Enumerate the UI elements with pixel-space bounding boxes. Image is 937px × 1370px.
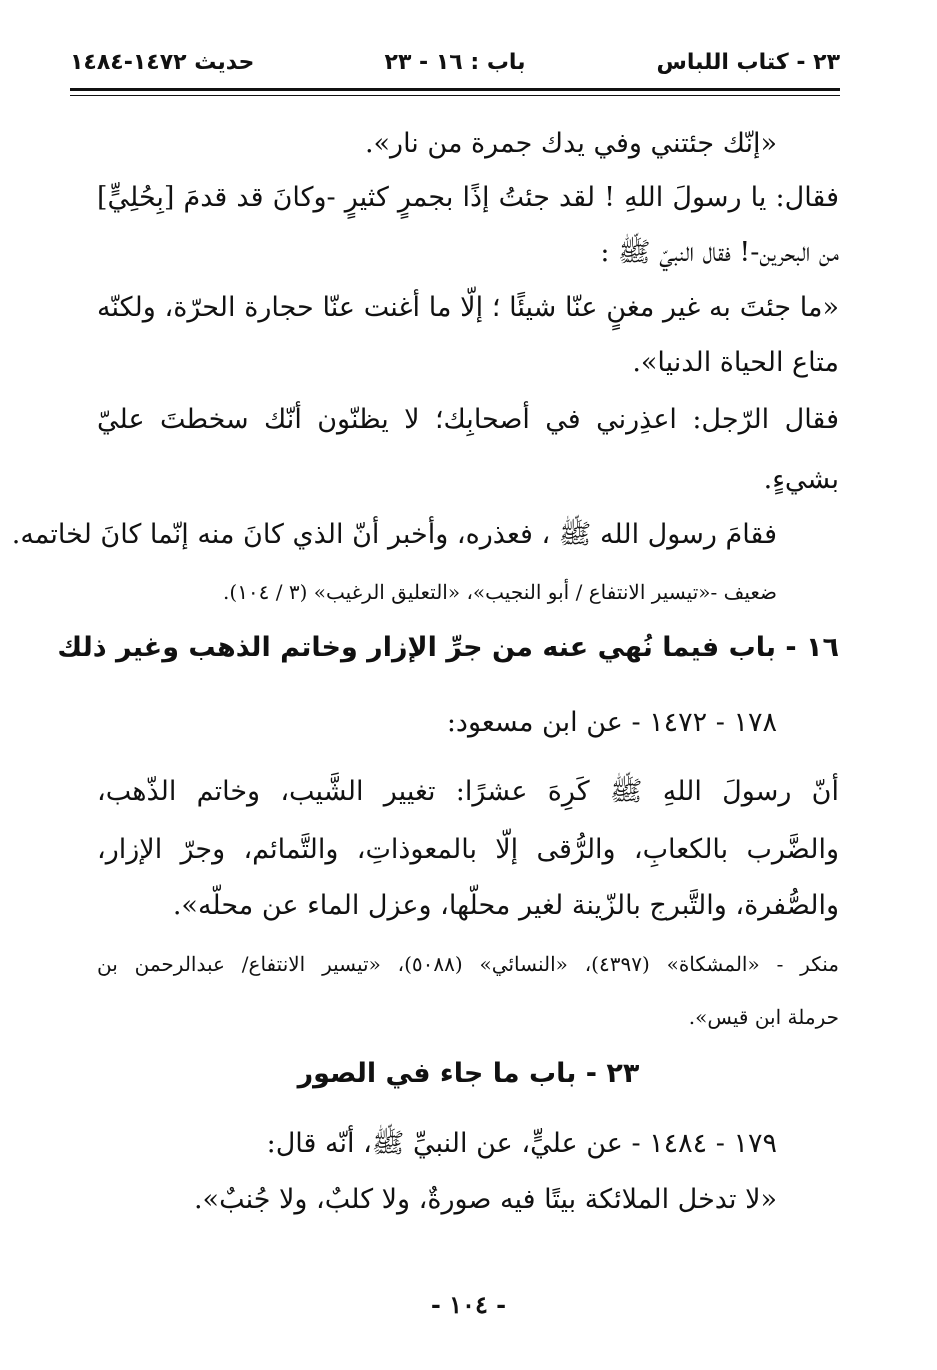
header-hadith-range: حديث ١٤٧٢-١٤٨٤	[70, 50, 255, 75]
hadith-number-line: ١٧٨ - ١٤٧٢ - عن ابن مسعود:	[446, 707, 777, 738]
chapter-heading: ٢٣ - باب ما جاء في الصور	[297, 1058, 640, 1089]
page-number: - ١٠٤ -	[430, 1290, 507, 1319]
text-line: فقامَ رسول الله ﷺ ، فعذره، وأخبر أنّ الذي كانَ منه إنّما كانَ لخاتمه.	[11, 519, 777, 550]
grading-note: منكر - «المشكاة» (٤٣٩٧)، «النسائي» (٥٠٨٨)، «تيسير الانتفاع/ عبدالرحمن بن	[97, 952, 839, 976]
text-line: «لا تدخل الملائكة بيتًا فيه صورةٌ، ولا كلبٌ، ولا جُنبٌ».	[193, 1184, 777, 1215]
running-header	[70, 50, 840, 90]
grading-note: حرملة ابن قيس».	[688, 1005, 839, 1029]
hadith-number-line: ١٧٩ - ١٤٨٤ - عن عليٍّ، عن النبيِّ ﷺ، أنّه قال:	[266, 1128, 777, 1159]
header-chapter: باب : ١٦ - ٢٣	[384, 50, 526, 75]
text-line: من البحرين-! فقال النبيّ ﷺ :	[600, 237, 839, 268]
text-line: «إنّك جئتني وفي يدك جمرة من نار».	[364, 128, 777, 159]
text-line: بشيءٍ.	[763, 464, 839, 495]
text-line: «ما جئتَ به غير مغنٍ عنّا شيئًا ؛ إلّا ما أغنت عنّا حجارة الحرّة، ولكنّه	[97, 292, 839, 323]
text-line: والصُّفرة، والتَّبرج بالزّينة لغير محلّها، وعزل الماء عن محلّه».	[172, 890, 839, 921]
header-rule-thick	[70, 88, 840, 91]
text-line: فقال: يا رسولَ اللهِ ! لقد جئتُ إذًا بجمرٍ كثيرٍ -وكانَ قد قدمَ [بِحُلِيٍّ]	[97, 182, 839, 213]
text-line: متاع الحياة الدنيا».	[632, 347, 839, 378]
text-line: أنّ رسولَ اللهِ ﷺ كَرِهَ عشرًا: تغيير الشَّيب، وخاتم الذّهب،	[97, 776, 839, 807]
header-rule-thin	[70, 95, 840, 96]
chapter-heading: ١٦ - باب فيما نُهي عنه من جرِّ الإزار وخاتم الذهب وغير ذلك	[57, 632, 839, 663]
grading-note: ضعيف -«تيسير الانتفاع / أبو النجيب»، «التعليق الرغيب» (٣ / ١٠٤).	[223, 580, 777, 604]
header-book-title: ٢٣ - كتاب اللباس	[656, 50, 840, 75]
text-line: فقال الرّجل: اعذِرني في أصحابِك؛ لا يظنّون أنّك سخطتَ عليّ	[97, 404, 839, 435]
text-line: والضَّرب بالكعابِ، والرُّقى إلّا بالمعوذاتِ، والتَّمائم، وجرّ الإزار،	[97, 834, 839, 865]
